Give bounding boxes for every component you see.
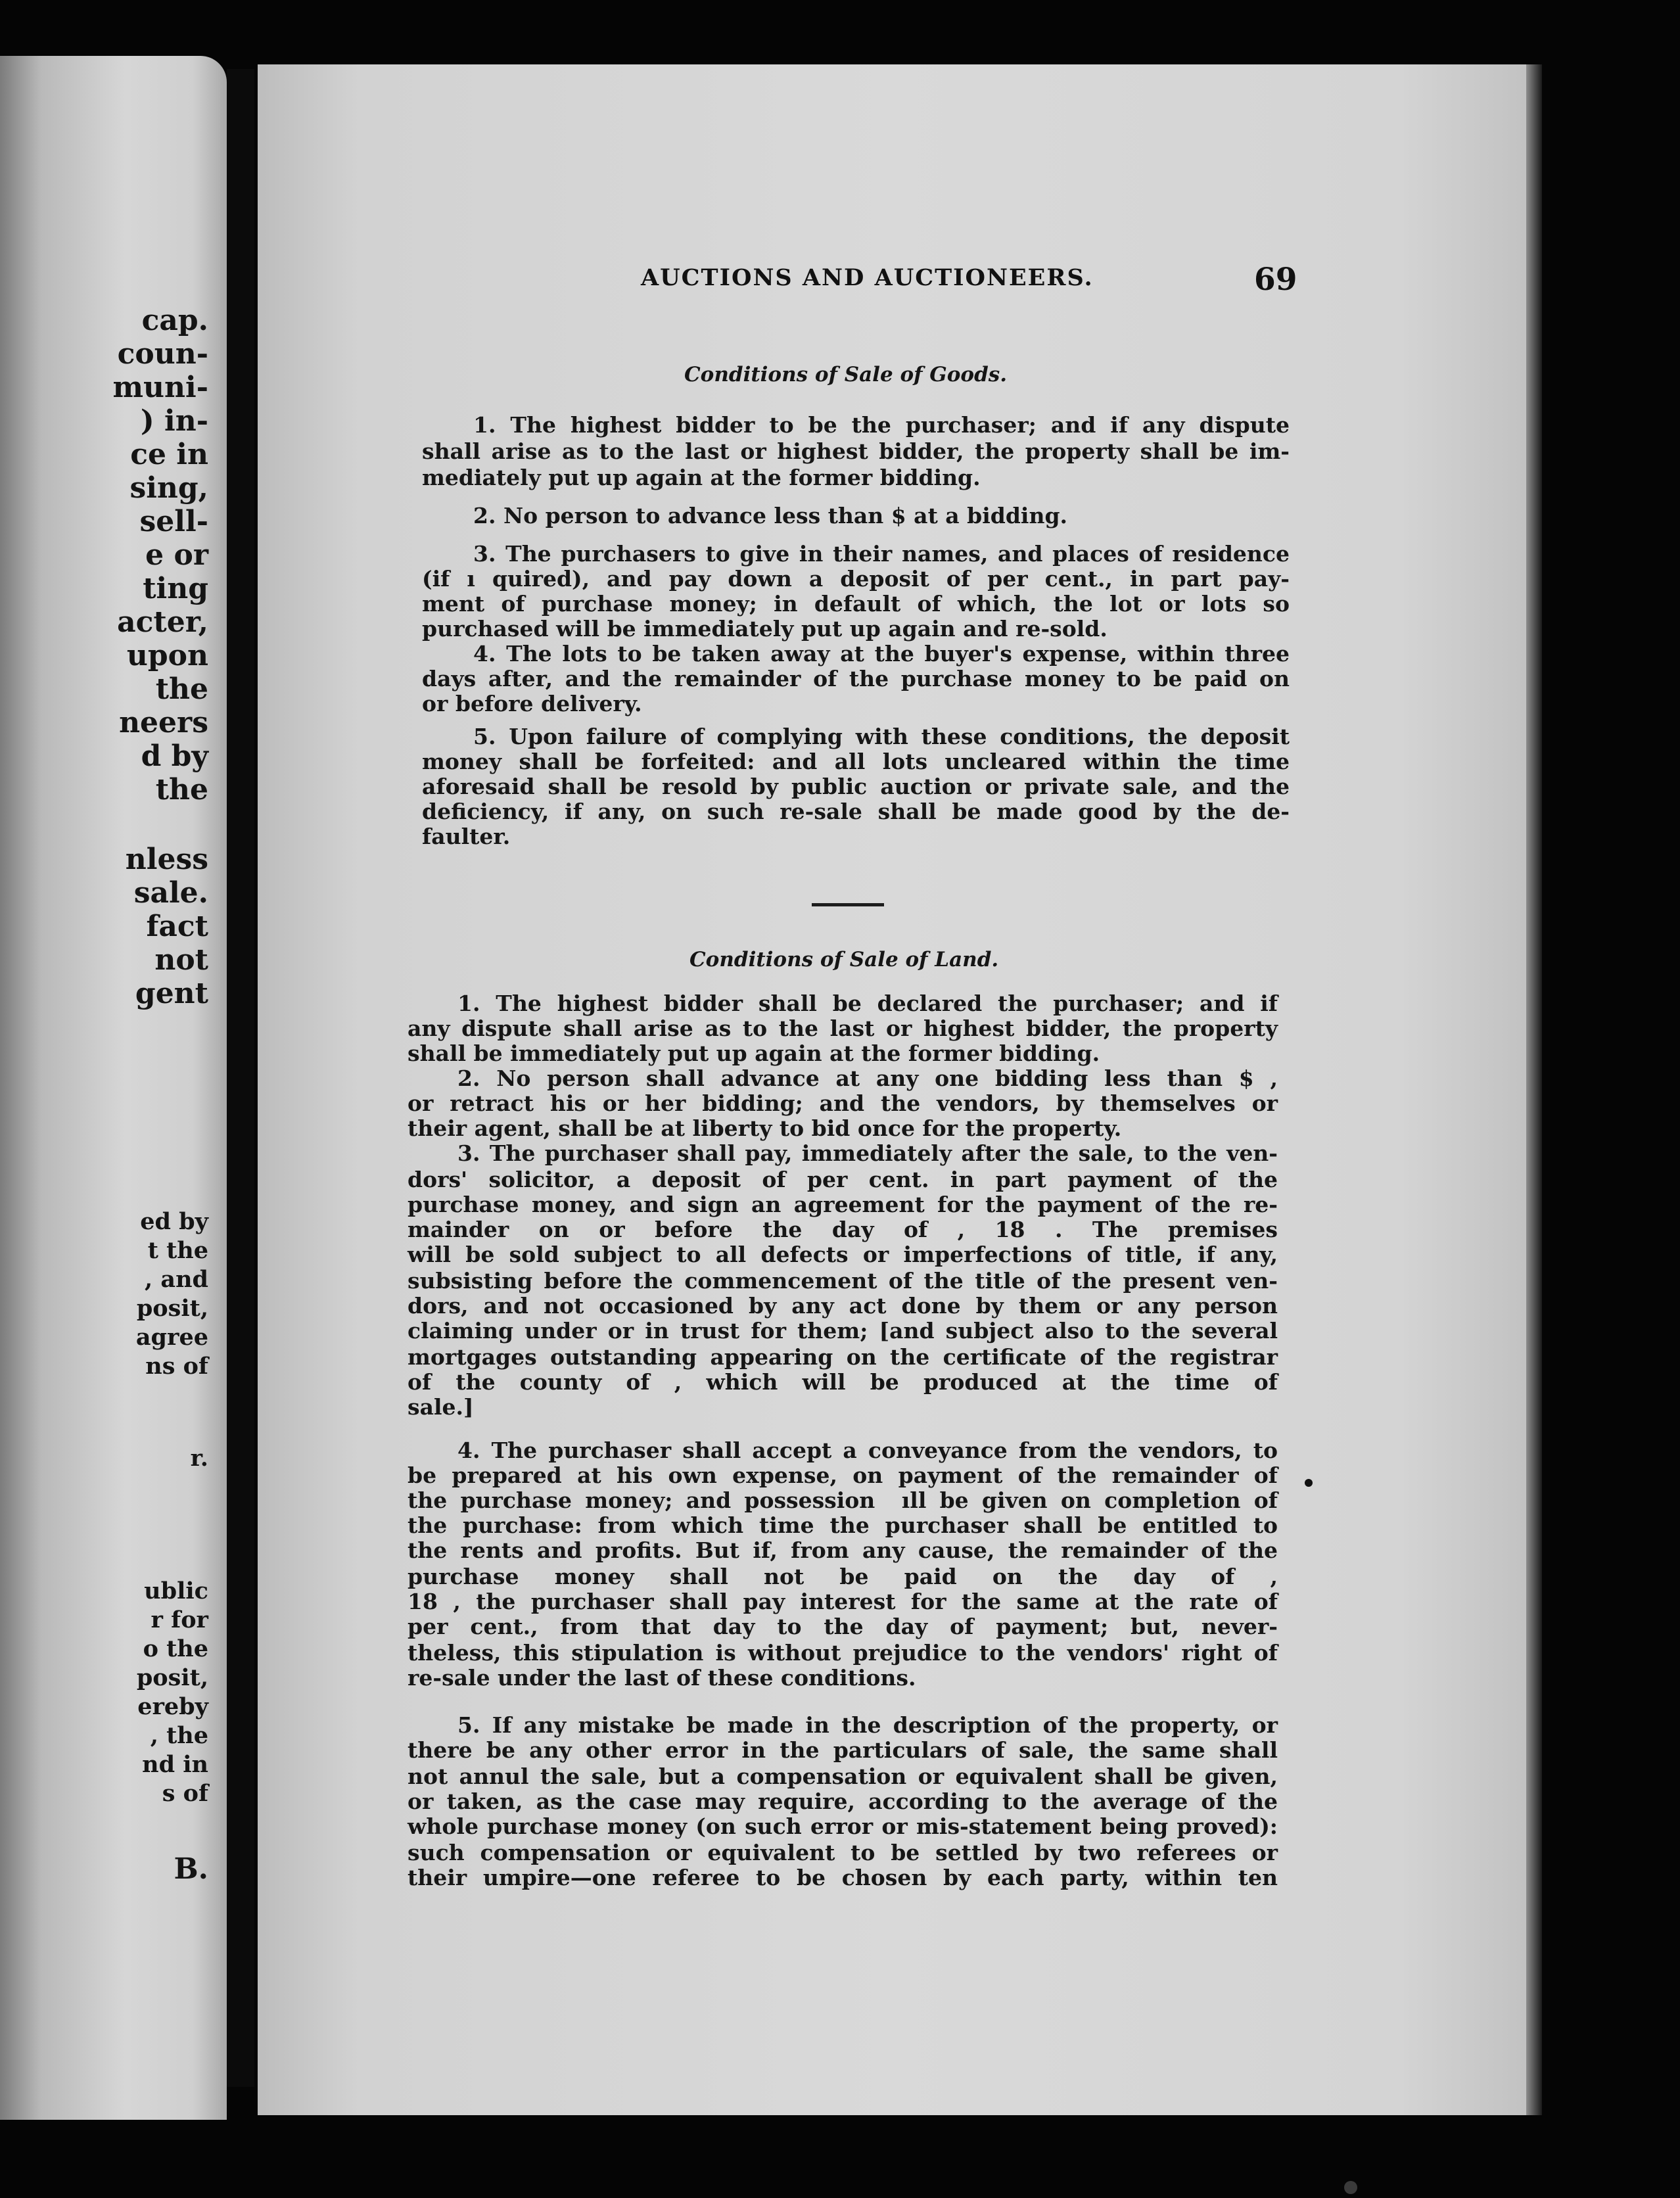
- scan-speck: [1305, 1479, 1313, 1487]
- facing-page-line: not: [154, 943, 208, 977]
- goods-text-line: (if ı quired), and pay down a deposit of per cent., in part pay-: [422, 566, 1290, 592]
- land-text-line: the rents and profits. But if, from any cause, the remainder of the: [408, 1537, 1278, 1563]
- facing-page-line: ns of: [145, 1353, 208, 1380]
- facing-page-line: the: [155, 773, 208, 807]
- land-text-line: subsisting before the commencement of the title of the present ven-: [408, 1268, 1278, 1294]
- land-text-line: dors, and not occasioned by any act done by them or any person: [408, 1293, 1278, 1319]
- facing-page-line: t the: [147, 1237, 208, 1264]
- facing-page-line: o the: [143, 1635, 208, 1662]
- facing-page-line: posit,: [136, 1295, 208, 1322]
- facing-page-line: gent: [135, 977, 208, 1010]
- land-text-line: be prepared at his own expense, on payment of the remainder of: [408, 1462, 1278, 1488]
- facing-page-line: coun-: [117, 337, 208, 371]
- facing-page-line: , and: [145, 1266, 208, 1293]
- land-text-line: any dispute shall arise as to the last or highest bidder, the property: [408, 1016, 1278, 1041]
- land-text-line: or taken, as the case may require, according to the average of the: [408, 1789, 1278, 1814]
- land-text-line: mainder on or before the day of , 18 . The premises: [408, 1217, 1278, 1242]
- facing-page-line: ed by: [140, 1208, 208, 1235]
- facing-page-line: sell-: [139, 505, 208, 538]
- facing-page-line: nd in: [142, 1751, 208, 1778]
- goods-text-line: 2. No person to advance less than $ at a bidding.: [473, 503, 1068, 528]
- facing-page-line: r for: [151, 1606, 208, 1633]
- land-text-line: their umpire—one referee to be chosen by each party, within ten: [408, 1865, 1278, 1890]
- goods-text-line: ment of purchase money; in default of which, the lot or lots so: [422, 591, 1290, 617]
- facing-page-line: ting: [143, 572, 208, 605]
- land-text-line: 1. The highest bidder shall be declared the purchaser; and if: [457, 991, 1278, 1016]
- land-text-line: the purchase: from which time the purchaser shall be entitled to: [408, 1512, 1278, 1538]
- facing-page-line: cap.: [141, 304, 208, 337]
- facing-page-line: sale.: [133, 876, 208, 910]
- land-text-line: or retract his or her bidding; and the vendors, by themselves or: [408, 1090, 1278, 1116]
- land-text-line: claiming under or in trust for them; [and subject also to the several: [408, 1318, 1278, 1344]
- goods-text-line: days after, and the remainder of the purchase money to be paid on: [422, 666, 1290, 691]
- goods-text-line: 3. The purchasers to give in their names, and places of residence: [473, 541, 1290, 567]
- land-section-heading: Conditions of Sale of Land.: [689, 948, 999, 971]
- facing-page-line: sing,: [129, 471, 208, 505]
- goods-text-line: deficiency, if any, on such re-sale shall be made good by the de-: [422, 799, 1290, 824]
- facing-page-line: the: [155, 672, 208, 706]
- facing-page-line: d by: [141, 739, 208, 773]
- facing-page-line: fact: [146, 910, 208, 943]
- page-number: 69: [1254, 262, 1297, 298]
- land-text-line: of the county of , which will be produced at the time of: [408, 1369, 1278, 1395]
- land-text-line: not annul the sale, but a compensation or equivalent shall be given,: [408, 1764, 1278, 1789]
- goods-text-line: 4. The lots to be taken away at the buyer's expense, within three: [473, 641, 1290, 666]
- facing-page-line: B.: [174, 1852, 208, 1886]
- section-divider: [812, 903, 884, 906]
- goods-text-line: faulter.: [422, 824, 511, 849]
- facing-page-line: ce in: [130, 438, 208, 471]
- land-text-line: such compensation or equivalent to be settled by two referees or: [408, 1840, 1278, 1865]
- goods-section-heading: Conditions of Sale of Goods.: [684, 363, 1008, 386]
- land-text-line: theless, this stipulation is without prejudice to the vendors' right of: [408, 1640, 1278, 1666]
- land-text-line: 4. The purchaser shall accept a conveyance from the vendors, to: [457, 1438, 1278, 1463]
- page-edge-shadow: [1526, 64, 1542, 2115]
- facing-page-line: ereby: [137, 1693, 208, 1720]
- facing-page-line: acter,: [117, 605, 208, 639]
- land-text-line: whole purchase money (on such error or mis-statement being proved):: [408, 1813, 1278, 1839]
- facing-page-line: ublic: [144, 1578, 208, 1604]
- land-text-line: purchase money shall not be paid on the day of ,: [408, 1564, 1278, 1589]
- goods-text-line: purchased will be immediately put up again and re-sold.: [422, 616, 1108, 642]
- land-text-line: re-sale under the last of these conditions.: [408, 1665, 916, 1691]
- facing-page-line: ) in-: [140, 404, 208, 438]
- goods-text-line: or before delivery.: [422, 691, 642, 716]
- facing-page-line: nless: [125, 843, 208, 876]
- land-text-line: there be any other error in the particulars of sale, the same shall: [408, 1737, 1278, 1763]
- land-text-line: purchase money, and sign an agreement for the payment of the re-: [408, 1192, 1278, 1217]
- facing-page-line: muni-: [112, 371, 208, 404]
- land-text-line: 5. If any mistake be made in the description of the property, or: [457, 1712, 1278, 1738]
- land-text-line: per cent., from that day to the day of payment; but, never-: [408, 1614, 1278, 1639]
- facing-page-line: agree: [135, 1324, 208, 1351]
- facing-page-line: upon: [126, 639, 208, 672]
- land-text-line: will be sold subject to all defects or imperfections of title, if any,: [408, 1242, 1278, 1267]
- facing-page-line: e or: [145, 538, 208, 572]
- land-text-line: their agent, shall be at liberty to bid once for the property.: [408, 1115, 1122, 1141]
- goods-text-line: aforesaid shall be resold by public auction or private sale, and the: [422, 774, 1290, 799]
- land-text-line: mortgages outstanding appearing on the certificate of the registrar: [408, 1344, 1278, 1370]
- running-header: AUCTIONS AND AUCTIONEERS.: [641, 264, 1094, 291]
- land-text-line: sale.]: [408, 1394, 474, 1420]
- land-text-line: 2. No person shall advance at any one bidding less than $ ,: [457, 1065, 1278, 1091]
- book-gutter: [227, 69, 254, 2087]
- facing-page-line: , the: [150, 1722, 208, 1749]
- land-text-line: shall be immediately put up again at the former bidding.: [408, 1041, 1100, 1066]
- facing-page-line: posit,: [136, 1664, 208, 1691]
- facing-page-line: r.: [190, 1445, 208, 1472]
- goods-text-line: shall arise as to the last or highest bidder, the property shall be im-: [422, 438, 1290, 464]
- goods-text-line: money shall be forfeited: and all lots uncleared within the time: [422, 749, 1290, 774]
- goods-text-line: 5. Upon failure of complying with these conditions, the deposit: [473, 724, 1290, 749]
- scan-speck: [1344, 2181, 1357, 2194]
- land-text-line: the purchase money; and possession ⁠ ıll be given on completion of: [408, 1487, 1278, 1513]
- facing-page-line: s of: [162, 1780, 208, 1807]
- goods-text-line: 1. The highest bidder to be the purchaser; and if any dispute: [473, 412, 1290, 438]
- goods-text-line: mediately put up again at the former bidding.: [422, 465, 981, 490]
- facing-page-line: neers: [119, 706, 208, 739]
- land-text-line: 18 , the purchaser shall pay interest for the same at the rate of: [408, 1589, 1278, 1614]
- land-text-line: dors' solicitor, a deposit of per cent. in part payment of the: [408, 1167, 1278, 1192]
- land-text-line: 3. The purchaser shall pay, immediately after the sale, to the ven-: [457, 1140, 1278, 1166]
